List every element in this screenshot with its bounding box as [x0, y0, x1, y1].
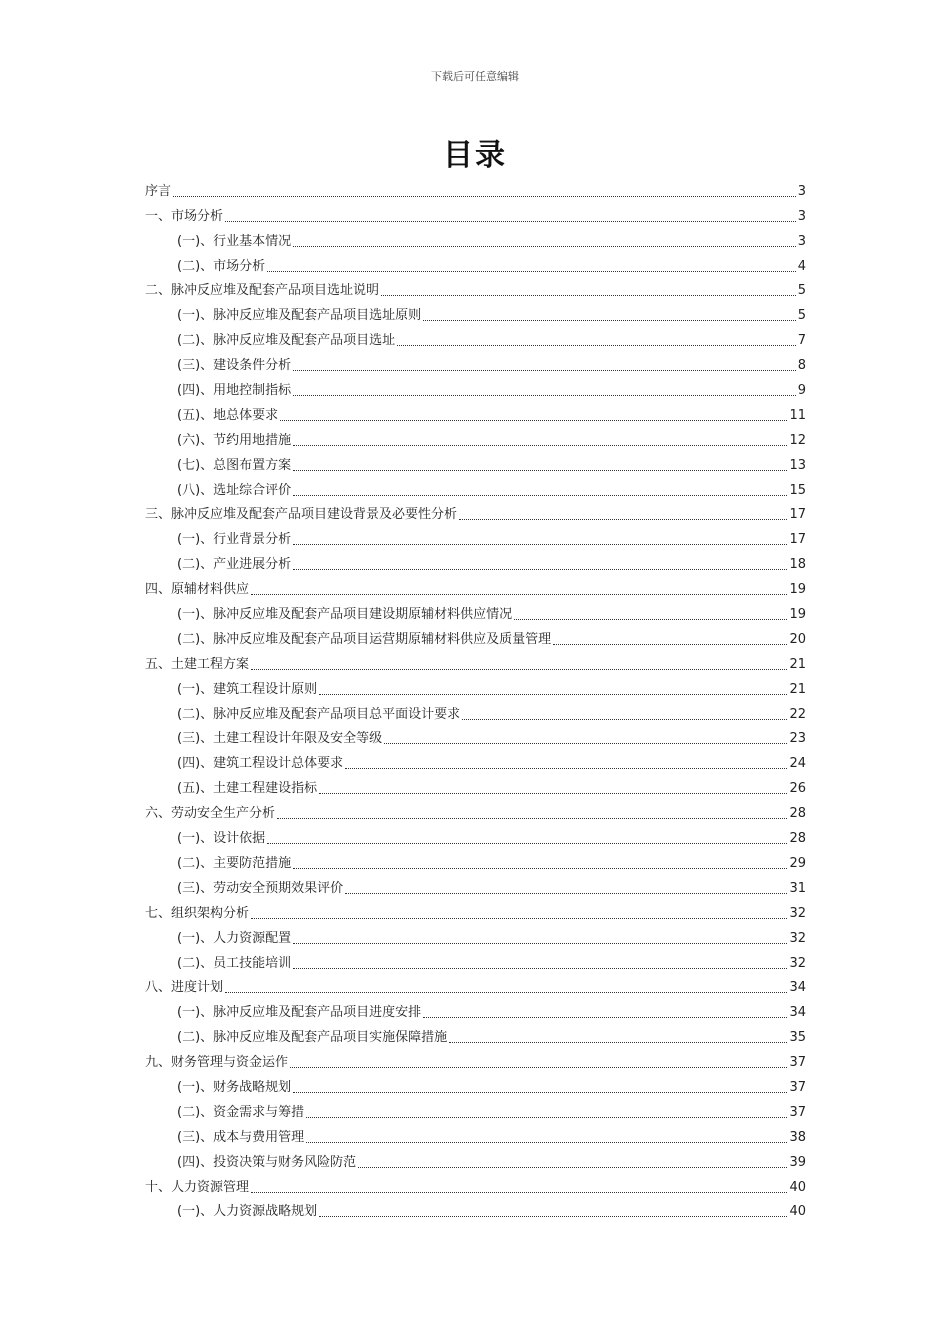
toc-page-number: 9 — [797, 383, 806, 399]
toc-dot-leader — [319, 792, 787, 794]
toc-page-number: 17 — [789, 532, 806, 548]
toc-dot-leader — [358, 1166, 787, 1168]
toc-entry-label: (一)、人力资源战略规划 — [177, 1204, 318, 1220]
toc-page-number: 34 — [789, 980, 806, 996]
toc-entry-label: 十、人力资源管理 — [145, 1179, 250, 1195]
toc-entry[interactable] — [145, 574, 806, 599]
toc-page-number: 39 — [789, 1154, 806, 1170]
toc-dot-leader — [384, 742, 787, 744]
toc-dot-leader — [293, 1091, 787, 1093]
toc-subentry[interactable] — [145, 400, 806, 425]
toc-entry-label: (一)、行业背景分析 — [177, 532, 292, 548]
toc-subentry[interactable] — [145, 674, 806, 699]
toc-entry-label: 九、财务管理与资金运作 — [145, 1055, 289, 1071]
toc-entry-label: (一)、脉冲反应堆及配套产品项目建设期原辅材料供应情况 — [177, 607, 513, 623]
toc-subentry[interactable] — [145, 1097, 806, 1122]
toc-dot-leader — [381, 294, 796, 296]
toc-entry[interactable] — [145, 798, 806, 823]
toc-entry-label: (一)、行业基本情况 — [177, 233, 292, 249]
toc-subentry[interactable] — [145, 1197, 806, 1222]
toc-page-number: 24 — [789, 756, 806, 772]
toc-entry-label: (一)、脉冲反应堆及配套产品项目进度安排 — [177, 1005, 422, 1021]
toc-page-number: 19 — [789, 607, 806, 623]
toc-entry-label: (三)、建设条件分析 — [177, 358, 292, 374]
toc-entry-label: (二)、脉冲反应堆及配套产品项目选址 — [177, 333, 396, 349]
toc-page-number: 3 — [797, 208, 806, 224]
toc-entry-label: 二、脉冲反应堆及配套产品项目选址说明 — [145, 283, 380, 299]
toc-dot-leader — [267, 842, 787, 844]
toc-page-number: 18 — [789, 557, 806, 573]
toc-entry-label: (二)、产业进展分析 — [177, 557, 292, 573]
toc-page-number: 20 — [789, 631, 806, 647]
toc-dot-leader — [345, 767, 787, 769]
toc-page-number: 5 — [797, 308, 806, 324]
toc-page-number: 22 — [789, 706, 806, 722]
toc-dot-leader — [462, 718, 787, 720]
toc-page-number: 4 — [797, 258, 806, 274]
toc-dot-leader — [173, 195, 796, 197]
toc-entry-label: (二)、市场分析 — [177, 258, 266, 274]
toc-dot-leader — [251, 917, 787, 919]
toc-subentry[interactable] — [145, 948, 806, 973]
toc-subentry[interactable] — [145, 1147, 806, 1172]
toc-subentry[interactable] — [145, 1022, 806, 1047]
toc-page-number: 13 — [789, 457, 806, 473]
toc-entry-label: 四、原辅材料供应 — [145, 582, 250, 598]
toc-page-number: 8 — [797, 358, 806, 374]
toc-subentry[interactable] — [145, 699, 806, 724]
toc-entry-label: (二)、脉冲反应堆及配套产品项目总平面设计要求 — [177, 706, 461, 722]
toc-entry-label: 五、土建工程方案 — [145, 656, 250, 672]
toc-dot-leader — [423, 319, 796, 321]
toc-entry-label: 一、市场分析 — [145, 208, 224, 224]
toc-page-number: 5 — [797, 283, 806, 299]
toc-page-number: 32 — [789, 905, 806, 921]
toc-dot-leader — [293, 394, 796, 396]
toc-dot-leader — [280, 419, 787, 421]
toc-subentry[interactable] — [145, 823, 806, 848]
toc-entry-label: (八)、选址综合评价 — [177, 482, 292, 498]
toc-entry-label: 八、进度计划 — [145, 980, 224, 996]
toc-entry-label: 三、脉冲反应堆及配套产品项目建设背景及必要性分析 — [145, 507, 458, 523]
toc-page-number: 37 — [789, 1104, 806, 1120]
toc-dot-leader — [306, 1141, 787, 1143]
toc-page-number: 26 — [789, 781, 806, 797]
toc-dot-leader — [267, 270, 796, 272]
toc-subentry[interactable] — [145, 475, 806, 500]
toc-entry-label: (二)、脉冲反应堆及配套产品项目实施保障措施 — [177, 1030, 448, 1046]
toc-dot-leader — [293, 942, 787, 944]
toc-entry-label: (三)、成本与费用管理 — [177, 1129, 305, 1145]
toc-subentry[interactable] — [145, 599, 806, 624]
toc-dot-leader — [225, 220, 796, 222]
toc-entry-label: (七)、总图布置方案 — [177, 457, 292, 473]
toc-subentry[interactable] — [145, 873, 806, 898]
toc-page-number: 38 — [789, 1129, 806, 1145]
toc-page-number: 3 — [797, 183, 806, 199]
toc-entry-label: (二)、资金需求与筹措 — [177, 1104, 305, 1120]
toc-subentry[interactable] — [145, 524, 806, 549]
toc-dot-leader — [251, 668, 787, 670]
toc-subentry[interactable] — [145, 300, 806, 325]
toc-entry-label: 序言 — [145, 183, 172, 199]
toc-dot-leader — [553, 643, 787, 645]
toc-entry[interactable] — [145, 898, 806, 923]
toc-dot-leader — [225, 991, 787, 993]
toc-dot-leader — [459, 518, 787, 520]
toc-entry-label: (六)、节约用地措施 — [177, 432, 292, 448]
toc-dot-leader — [290, 1066, 787, 1068]
toc-page-number: 32 — [789, 930, 806, 946]
toc-subentry[interactable] — [145, 1072, 806, 1097]
toc-page-number: 28 — [789, 806, 806, 822]
toc-page-number: 37 — [789, 1055, 806, 1071]
toc-subentry[interactable] — [145, 997, 806, 1022]
toc-entry[interactable] — [145, 276, 806, 301]
toc-entry-label: 六、劳动安全生产分析 — [145, 806, 276, 822]
toc-entry-label: (二)、脉冲反应堆及配套产品项目运营期原辅材料供应及质量管理 — [177, 631, 552, 647]
toc-page-number: 21 — [789, 681, 806, 697]
toc-dot-leader — [277, 817, 787, 819]
toc-entry-label: (二)、员工技能培训 — [177, 955, 292, 971]
toc-subentry[interactable] — [145, 375, 806, 400]
toc-entry-label: (一)、设计依据 — [177, 831, 266, 847]
toc-entry[interactable] — [145, 176, 806, 201]
toc-dot-leader — [397, 344, 796, 346]
toc-entry-label: (五)、土建工程建设指标 — [177, 781, 318, 797]
toc-entry-label: (五)、地总体要求 — [177, 407, 279, 423]
toc-entry-label: (四)、用地控制指标 — [177, 383, 292, 399]
toc-page-number: 35 — [789, 1030, 806, 1046]
toc-entry[interactable] — [145, 201, 806, 226]
toc-page-number: 31 — [789, 880, 806, 896]
toc-entry[interactable] — [145, 1047, 806, 1072]
toc-page-number: 11 — [789, 407, 806, 423]
toc-entry-label: (一)、财务战略规划 — [177, 1079, 292, 1095]
toc-dot-leader — [293, 867, 787, 869]
toc-subentry[interactable] — [145, 325, 806, 350]
toc-dot-leader — [306, 1116, 787, 1118]
toc-subentry[interactable] — [145, 425, 806, 450]
toc-dot-leader — [293, 369, 796, 371]
table-of-contents — [145, 176, 806, 1221]
toc-entry[interactable] — [145, 649, 806, 674]
toc-page-number: 37 — [789, 1079, 806, 1095]
toc-page-number: 19 — [789, 582, 806, 598]
toc-dot-leader — [251, 1191, 787, 1193]
toc-dot-leader — [293, 469, 787, 471]
toc-subentry[interactable] — [145, 450, 806, 475]
toc-page-number: 3 — [797, 233, 806, 249]
toc-dot-leader — [293, 967, 787, 969]
toc-dot-leader — [319, 1215, 787, 1217]
toc-page-number: 17 — [789, 507, 806, 523]
toc-dot-leader — [293, 543, 787, 545]
toc-subentry[interactable] — [145, 848, 806, 873]
toc-entry-label: (一)、人力资源配置 — [177, 930, 292, 946]
toc-entry[interactable] — [145, 500, 806, 525]
toc-entry-label: (二)、主要防范措施 — [177, 855, 292, 871]
toc-page-number: 29 — [789, 855, 806, 871]
toc-subentry[interactable] — [145, 773, 806, 798]
toc-page-number: 7 — [797, 333, 806, 349]
toc-dot-leader — [345, 892, 787, 894]
page-title: 目录 — [443, 138, 507, 173]
toc-dot-leader — [293, 444, 787, 446]
toc-page-number: 34 — [789, 1005, 806, 1021]
toc-entry-label: 七、组织架构分析 — [145, 905, 250, 921]
toc-subentry[interactable] — [145, 251, 806, 276]
toc-subentry[interactable] — [145, 923, 806, 948]
toc-dot-leader — [423, 1016, 787, 1018]
toc-subentry[interactable] — [145, 226, 806, 251]
toc-dot-leader — [293, 494, 787, 496]
toc-subentry[interactable] — [145, 350, 806, 375]
toc-page-number: 21 — [789, 656, 806, 672]
toc-page-number: 23 — [789, 731, 806, 747]
toc-dot-leader — [293, 245, 796, 247]
toc-page-number: 40 — [789, 1204, 806, 1220]
toc-entry-label: (四)、投资决策与财务风险防范 — [177, 1154, 357, 1170]
toc-subentry[interactable] — [145, 1122, 806, 1147]
toc-entry-label: (四)、建筑工程设计总体要求 — [177, 756, 344, 772]
toc-subentry[interactable] — [145, 748, 806, 773]
header-note: 下载后可任意编辑 — [431, 70, 519, 83]
toc-dot-leader — [293, 568, 787, 570]
toc-page-number: 40 — [789, 1179, 806, 1195]
toc-subentry[interactable] — [145, 624, 806, 649]
toc-subentry[interactable] — [145, 724, 806, 749]
toc-entry-label: (一)、脉冲反应堆及配套产品项目选址原则 — [177, 308, 422, 324]
toc-entry-label: (一)、建筑工程设计原则 — [177, 681, 318, 697]
toc-entry[interactable] — [145, 973, 806, 998]
toc-page-number: 28 — [789, 831, 806, 847]
toc-entry-label: (三)、土建工程设计年限及安全等级 — [177, 731, 383, 747]
toc-subentry[interactable] — [145, 549, 806, 574]
toc-page-number: 15 — [789, 482, 806, 498]
toc-page-number: 32 — [789, 955, 806, 971]
toc-dot-leader — [319, 693, 787, 695]
toc-entry[interactable] — [145, 1172, 806, 1197]
toc-dot-leader — [449, 1041, 787, 1043]
toc-dot-leader — [251, 593, 787, 595]
toc-page-number: 12 — [789, 432, 806, 448]
toc-entry-label: (三)、劳动安全预期效果评价 — [177, 880, 344, 896]
toc-dot-leader — [514, 618, 787, 620]
